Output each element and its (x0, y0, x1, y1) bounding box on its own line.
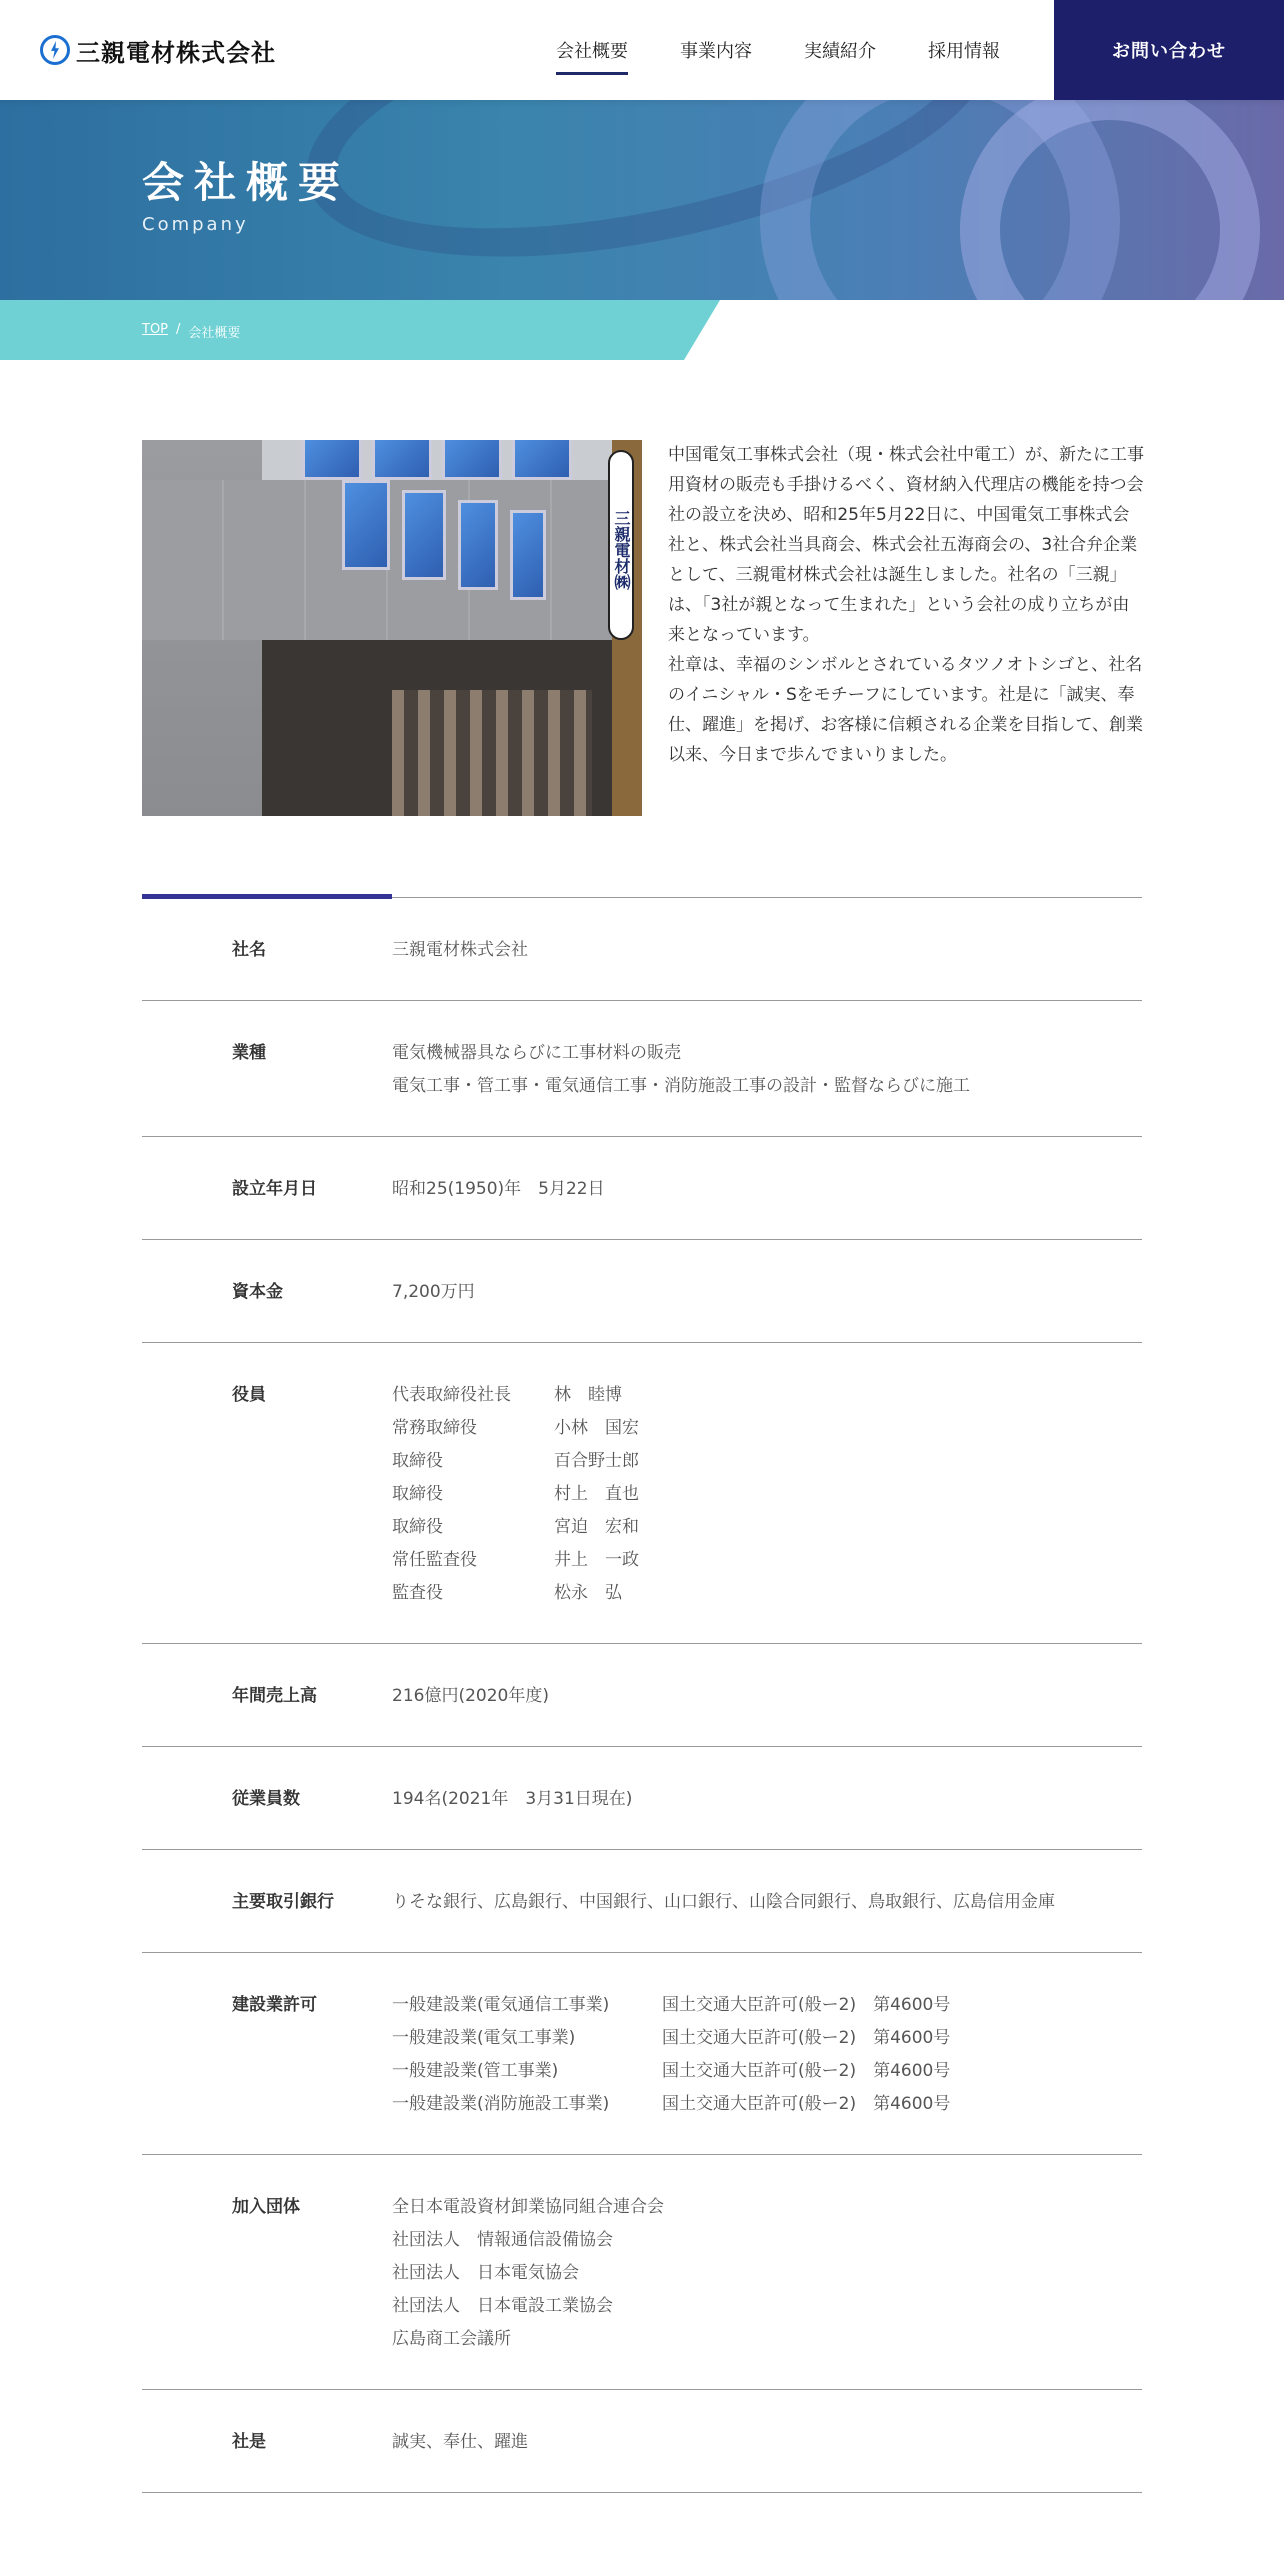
row-value: 216億円(2020年度) (392, 1686, 549, 1706)
global-nav (530, 0, 1026, 100)
row-label: 主要取引銀行 (232, 1892, 334, 1912)
building-sign: 三親電材㈱ (608, 450, 634, 640)
row-value: りそな銀行、広島銀行、中国銀行、山口銀行、山陰合同銀行、鳥取銀行、広島信用金庫 (392, 1892, 1055, 1912)
breadcrumb-top-link[interactable]: TOP (142, 322, 169, 337)
table-row (142, 898, 1142, 1001)
row-value (392, 1379, 1142, 1610)
table-row (142, 1240, 1142, 1343)
license-list (392, 1989, 1142, 2121)
officer-name: 宮迫 宏和 (554, 1517, 639, 1537)
contact-button[interactable]: お問い合わせ (1054, 0, 1284, 100)
breadcrumb (142, 322, 240, 341)
officer-name: 村上 直也 (554, 1484, 639, 1504)
row-value (392, 1037, 1142, 1103)
breadcrumb-current: 会社概要 (188, 326, 241, 341)
association-item: 社団法人 情報通信設備協会 (392, 2230, 613, 2250)
row-label: 設立年月日 (232, 1179, 317, 1199)
officer-role: 常務取締役 (392, 1418, 477, 1438)
row-label: 建設業許可 (232, 1995, 317, 2015)
row-label: 加入団体 (232, 2197, 300, 2217)
license-permit: 国土交通大臣許可(般ー2) 第4600号 (662, 1995, 951, 2015)
row-label: 年間売上高 (232, 1686, 317, 1706)
officer-name: 百合野士郎 (554, 1451, 639, 1471)
officer-role: 代表取締役社長 (392, 1385, 511, 1405)
officer-role: 取締役 (392, 1484, 443, 1504)
officer-role: 監査役 (392, 1583, 443, 1603)
page-title: 会社概要 (142, 158, 351, 207)
license-type: 一般建設業(電気通信工事業) (392, 1995, 610, 2015)
row-value (392, 2191, 1142, 2356)
license-permit: 国土交通大臣許可(般ー2) 第4600号 (662, 2028, 951, 2048)
intro-text (668, 440, 1144, 770)
intro-paragraph: 社章は、幸福のシンボルとされているタツノオトシゴと、社名のイニシャル・Sをモチーフにしています。社是に「誠実、奉仕、躍進」を掲げ、お客様に信頼される企業を目指して、創業以来、今日まで歩んでまいりました。 (668, 655, 1143, 765)
page-subtitle: Company (142, 214, 249, 235)
table-row (142, 1343, 1142, 1644)
logo-text: 三親電材株式会社 (76, 38, 276, 67)
nav-recruit[interactable]: 採用情報 (928, 41, 1000, 62)
license-type: 一般建設業(消防施設工事業) (392, 2094, 610, 2114)
building-photo (142, 440, 642, 816)
row-value: 誠実、奉仕、躍進 (392, 2432, 528, 2452)
intro-paragraph: 中国電気工事株式会社（現・株式会社中電工）が、新たに工事用資材の販売も手掛けるべく、資材納入代理店の機能を持つ会社の設立を決め、昭和25年5月22日に、中国電気工事株式会社と、株式会社当具商会、株式会社五海商会の、3社合弁企業として、三親電材株式会社は誕生しました。社名の「三親」は、「3社が親となって生まれた」という会社の成り立ちが由来となっています。 (668, 445, 1144, 645)
license-type: 一般建設業(管工事業) (392, 2061, 559, 2081)
row-label: 社名 (232, 940, 266, 960)
association-item: 全日本電設資材卸業協同組合連合会 (392, 2197, 664, 2217)
row-value: 194名(2021年 3月31日現在) (392, 1789, 633, 1809)
row-value: 三親電材株式会社 (392, 940, 528, 960)
business-line: 電気工事・管工事・電気通信工事・消防施設工事の設計・監督ならびに施工 (392, 1076, 970, 1096)
row-value: 7,200万円 (392, 1282, 475, 1302)
site-header (0, 0, 1284, 100)
officers-list (392, 1379, 1142, 1610)
hero-decoration (960, 100, 1260, 300)
officer-role: 取締役 (392, 1517, 443, 1537)
nav-works[interactable]: 実績紹介 (804, 41, 876, 62)
row-label: 役員 (232, 1385, 266, 1405)
table-row (142, 1747, 1142, 1850)
table-row (142, 2390, 1142, 2493)
association-item: 社団法人 日本電気協会 (392, 2263, 579, 2283)
breadcrumb-band (0, 300, 720, 360)
breadcrumb-separator: / (176, 322, 181, 337)
officer-name: 林 睦博 (554, 1385, 622, 1405)
nav-company[interactable]: 会社概要 (556, 31, 628, 69)
license-permit: 国土交通大臣許可(般ー2) 第4600号 (662, 2094, 951, 2114)
license-type: 一般建設業(電気工事業) (392, 2028, 576, 2048)
company-info-table (142, 894, 1142, 2493)
table-row (142, 1953, 1142, 2155)
officer-role: 常任監査役 (392, 1550, 477, 1570)
business-line: 電気機械器具ならびに工事材料の販売 (392, 1043, 681, 1063)
table-row (142, 2155, 1142, 2390)
row-label: 業種 (232, 1043, 266, 1063)
site-logo[interactable] (40, 32, 276, 68)
table-row (142, 1850, 1142, 1953)
officer-name: 松永 弘 (554, 1583, 622, 1603)
row-value: 昭和25(1950)年 5月22日 (392, 1179, 605, 1199)
association-item: 社団法人 日本電設工業協会 (392, 2296, 613, 2316)
table-row (142, 1001, 1142, 1137)
association-item: 広島商工会議所 (392, 2329, 511, 2349)
row-label: 社是 (232, 2432, 266, 2452)
table-row (142, 1644, 1142, 1747)
license-permit: 国土交通大臣許可(般ー2) 第4600号 (662, 2061, 951, 2081)
row-value (392, 1989, 1142, 2121)
nav-business[interactable]: 事業内容 (680, 41, 752, 62)
officer-name: 井上 一政 (554, 1550, 639, 1570)
officer-name: 小林 国宏 (554, 1418, 639, 1438)
row-label: 資本金 (232, 1282, 283, 1302)
logo-mark-icon (40, 35, 70, 65)
table-row (142, 1137, 1142, 1240)
officer-role: 取締役 (392, 1451, 443, 1471)
row-label: 従業員数 (232, 1789, 300, 1809)
